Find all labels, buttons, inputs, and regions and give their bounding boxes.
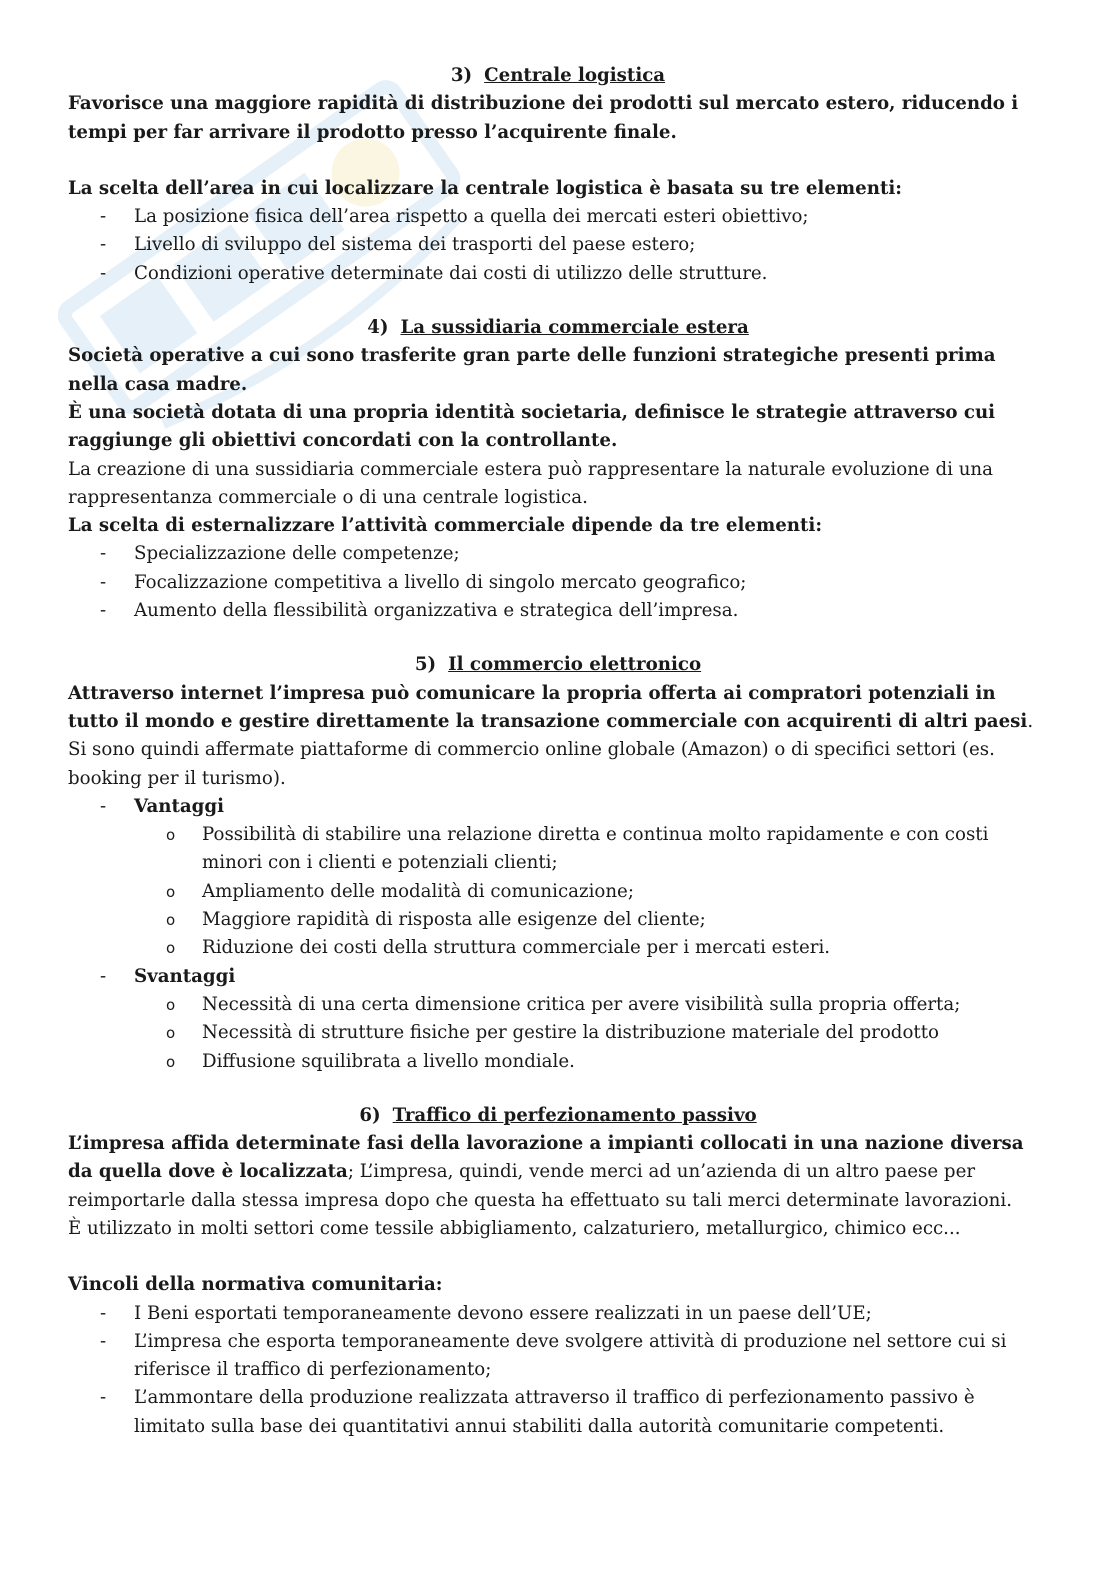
section-6-intro: Vincoli della normativa comunitaria: [68,1274,443,1296]
section-3-list [68,203,1048,288]
circle-bullet-icon: o [166,826,176,845]
section-6-heading [68,1102,1048,1130]
list-item: - I Beni esportati temporaneamente devono essere realizzati in un paese dell’UE; [68,1300,1048,1328]
circle-bullet-icon: o [166,939,176,958]
section-5-list-2 [68,963,1048,991]
list-item: - Specializzazione delle competenze; [68,540,1048,568]
section-3-bold-paragraph: Favorisce una maggiore rapidità di distribuzione dei prodotti sul mercato estero, riducendo i tempi per far arrivare il prodotto presso l’acquirente finale. [68,93,1019,143]
circle-bullet-icon: o [166,995,176,1014]
circle-bullet-icon: o [166,1052,176,1071]
section-title: Il commercio elettronico [448,654,702,676]
section-5-bold-end: . [1027,710,1034,732]
circle-bullet-icon: o [166,882,176,901]
sub-list-item: o Necessità di una certa dimensione critica per avere visibilità sulla propria offerta; [134,991,1048,1019]
list-item: - Aumento della flessibilità organizzativa e strategica dell’impresa. [68,597,1048,625]
section-4-list [68,540,1048,625]
vantaggi-sublist [134,821,1048,962]
section-4-heading [68,314,1048,342]
section-5-heading [68,651,1048,679]
vantaggi-label: Vantaggi [134,795,224,817]
section-title: Centrale logistica [484,65,666,86]
list-item: - Livello di sviluppo del sistema dei trasporti del paese estero; [68,231,1048,259]
list-item: - Condizioni operative determinate dai costi di utilizzo delle strutture. [68,260,1048,288]
section-number: 6) [359,1104,381,1126]
section-title: La sussidiaria commerciale estera [400,317,749,339]
sub-list-item: o Necessità di strutture fisiche per gestire la distribuzione materiale del prodotto [134,1019,1048,1047]
sub-list-item: o Riduzione dei costi della struttura commerciale per i mercati esteri. [134,934,1048,962]
circle-bullet-icon: o [166,1024,176,1043]
section-5-bold-text: Attraverso internet l’impresa può comunicare la propria offerta ai compratori potenziali in tutto il mondo e gestire direttamente la transazione commerciale con acquirenti di altri paesi [68,682,1028,732]
sub-list-item: o Diffusione squilibrata a livello mondiale. [134,1048,1048,1076]
section-6-lead [68,1130,1048,1215]
section-6-bold-text: L’impresa affida determinate fasi della lavorazione a impianti collocati in una nazione diversa da quella dove è localizzata [68,1133,1024,1183]
section-number: 3) [450,65,473,86]
section-4-bold-paragraph-2: È una società dotata di una propria identità societaria, definisce le strategie attraverso cui raggiunge gli obiettivi concordati con la controllante. [68,401,996,452]
sub-list-item: o Ampliamento delle modalità di comunicazione; [134,878,1048,906]
svantaggi-label: Svantaggi [134,965,236,987]
sub-list-item: o Possibilità di stabilire una relazione diretta e continua molto rapidamente e con costi minori con i clienti e potenziali clienti; [134,821,1048,878]
list-item: - L’impresa che esporta temporaneamente deve svolgere attività di produzione nel settore cui si riferisce il traffico di perfezionamento; [68,1328,1048,1385]
list-item: - La posizione fisica dell’area rispetto a quella dei mercati esteri obiettivo; [68,203,1048,231]
section-3-heading [68,62,1048,90]
document-page [68,62,1048,1441]
section-4-intro: La scelta di esternalizzare l’attività commerciale dipende da tre elementi: [68,515,823,537]
section-5-list [68,793,1048,821]
circle-bullet-icon: o [166,911,176,930]
section-4-paragraph: La creazione di una sussidiaria commerciale estera può rappresentare la naturale evoluzione di una rappresentanza commerciale o di una centrale logistica. [68,458,993,508]
section-title: Traffico di perfezionamento passivo [392,1104,757,1126]
section-number: 4) [367,317,389,339]
sub-list-item: o Maggiore rapidità di risposta alle esigenze del cliente; [134,906,1048,934]
section-5-paragraph: Si sono quindi affermate piattaforme di commercio online globale (Amazon) o di specifici settori (es. booking per il turismo). [68,739,995,789]
list-item: - Focalizzazione competitiva a livello di singolo mercato geografico; [68,569,1048,597]
section-6-text-after: ; L’impresa, quindi, vende merci ad un’azienda di un altro paese per reimportarle dalla stessa impresa dopo che questa ha effettuato su tali merci determinate lavorazioni. [68,1161,1012,1211]
section-6-paragraph: È utilizzato in molti settori come tessile abbigliamento, calzaturiero, metallurgico, chimico ecc... [68,1217,961,1239]
list-item: - L’ammontare della produzione realizzata attraverso il traffico di perfezionamento passivo è limitato sulla base dei quantitativi annui stabiliti dalla autorità comunitarie competenti. [68,1384,1048,1441]
svantaggi-sublist [134,991,1048,1076]
section-6-list [68,1300,1048,1441]
section-5-lead [68,680,1048,737]
list-item-svantaggi [68,963,1048,991]
section-number: 5) [414,654,437,676]
section-3-intro: La scelta dell’area in cui localizzare la centrale logistica è basata su tre elementi: [68,177,902,199]
list-item-vantaggi [68,793,1048,821]
section-4-bold-paragraph-1: Società operative a cui sono trasferite gran parte delle funzioni strategiche presenti prima nella casa madre. [68,345,996,395]
